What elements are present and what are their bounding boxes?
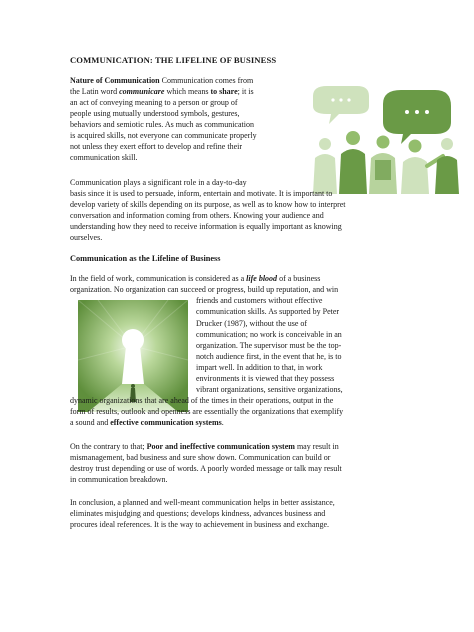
section1-line-2: the Latin word communicare which means to share; it is bbox=[70, 87, 254, 96]
para2-line-5: understanding how they need to receive information is equally important as knowing bbox=[70, 222, 342, 231]
para5-line-1: In conclusion, a planned and well-meant communication helps in better assistance, bbox=[70, 498, 335, 507]
para2-line-6: ourselves. bbox=[70, 233, 103, 242]
people-talking-illustration bbox=[305, 82, 465, 194]
term-life-blood: life blood bbox=[246, 274, 278, 283]
section2-line-4: communication skills. As supported by Peter bbox=[196, 307, 340, 316]
section2-line-14: a sound and effective communication systems. bbox=[70, 418, 224, 427]
section2-line-1: In the field of work, communication is considered as a life blood of a business bbox=[70, 274, 321, 283]
section1-line-4: people using mutually understood symbols, gestures, bbox=[70, 109, 240, 118]
section1-line-8: communication skill. bbox=[70, 153, 138, 162]
section2-line-2: organization. No organization can succeed or progress, build up reputation, and win bbox=[70, 285, 339, 294]
section2-line-5: Drucker (1987), without the use of bbox=[196, 319, 308, 328]
para4-line-2: mismanagement, bad business and sure show down. Communication can build or bbox=[70, 453, 331, 462]
section1-line-3: an act of conveying meaning to a person or group of bbox=[70, 98, 238, 107]
para2-line-3: develop variety of skills depending on its purpose, as well as to know how to interpret bbox=[70, 200, 346, 209]
para2-line-2: basis since it is used to persuade, inform, entertain and motivate. It is important to bbox=[70, 189, 333, 198]
term-to-share: to share bbox=[210, 87, 238, 96]
section2-line-9: impart well. In addition to that, in work bbox=[196, 363, 323, 372]
section1-line-1: Nature of Communication Communication comes from bbox=[70, 76, 254, 85]
section2-line-11: vibrant organizations, sensitive organizations, bbox=[196, 385, 343, 394]
section2-line-3: friends and customers without effective bbox=[196, 296, 323, 305]
section2-line-7: organization. The supervisor must be the top- bbox=[196, 341, 342, 350]
para2-line-1: Communication plays a significant role in a day-to-day bbox=[70, 178, 247, 187]
term-effective-communication-systems: effective communication systems bbox=[110, 418, 222, 427]
section2-line-10: environments it is viewed that they possess bbox=[196, 374, 335, 383]
para4-line-4: in communication breakdown. bbox=[70, 475, 168, 484]
para4-line-1: On the contrary to that; Poor and ineffective communication system may result in bbox=[70, 442, 339, 451]
section1-line-7: not unless they exert effort to develop and refine their bbox=[70, 142, 243, 151]
section2-line-12: dynamic organizations that are ahead of the times in their operations, output in the bbox=[70, 396, 334, 405]
term-poor-communication-system: Poor and ineffective communication system bbox=[146, 442, 295, 451]
section1-line-6: is acquired skills, not everyone can communicate properly bbox=[70, 131, 257, 140]
para5-line-2: eliminates misjudging and questions; develops kindness, advances business and bbox=[70, 509, 326, 518]
section2-line-13: form of results, outlook and openness are essentially the organizations that exemplify bbox=[70, 407, 344, 416]
para4-line-3: destroy trust depending or use of words. A poorly worded message or talk may result bbox=[70, 464, 342, 473]
page-title: COMMUNICATION: THE LIFELINE OF BUSINESS bbox=[70, 55, 277, 65]
para2-line-4: conversation and information coming from others. Knowing your audience and bbox=[70, 211, 324, 220]
term-communicare: communicare bbox=[119, 87, 165, 96]
section1-line-5: behaviors and semiotic rules. As much as communication bbox=[70, 120, 254, 129]
section2-line-6: communication; no work is conceivable in an bbox=[196, 330, 342, 339]
section1-heading: Nature of Communication bbox=[70, 76, 160, 85]
para5-line-3: procures ideal references. It is the way to achievement in business and exchange. bbox=[70, 520, 330, 529]
section2-heading: Communication as the Lifeline of Business bbox=[70, 254, 221, 263]
section2-line-8: notch audience first, in the event that he, is to bbox=[196, 352, 342, 361]
